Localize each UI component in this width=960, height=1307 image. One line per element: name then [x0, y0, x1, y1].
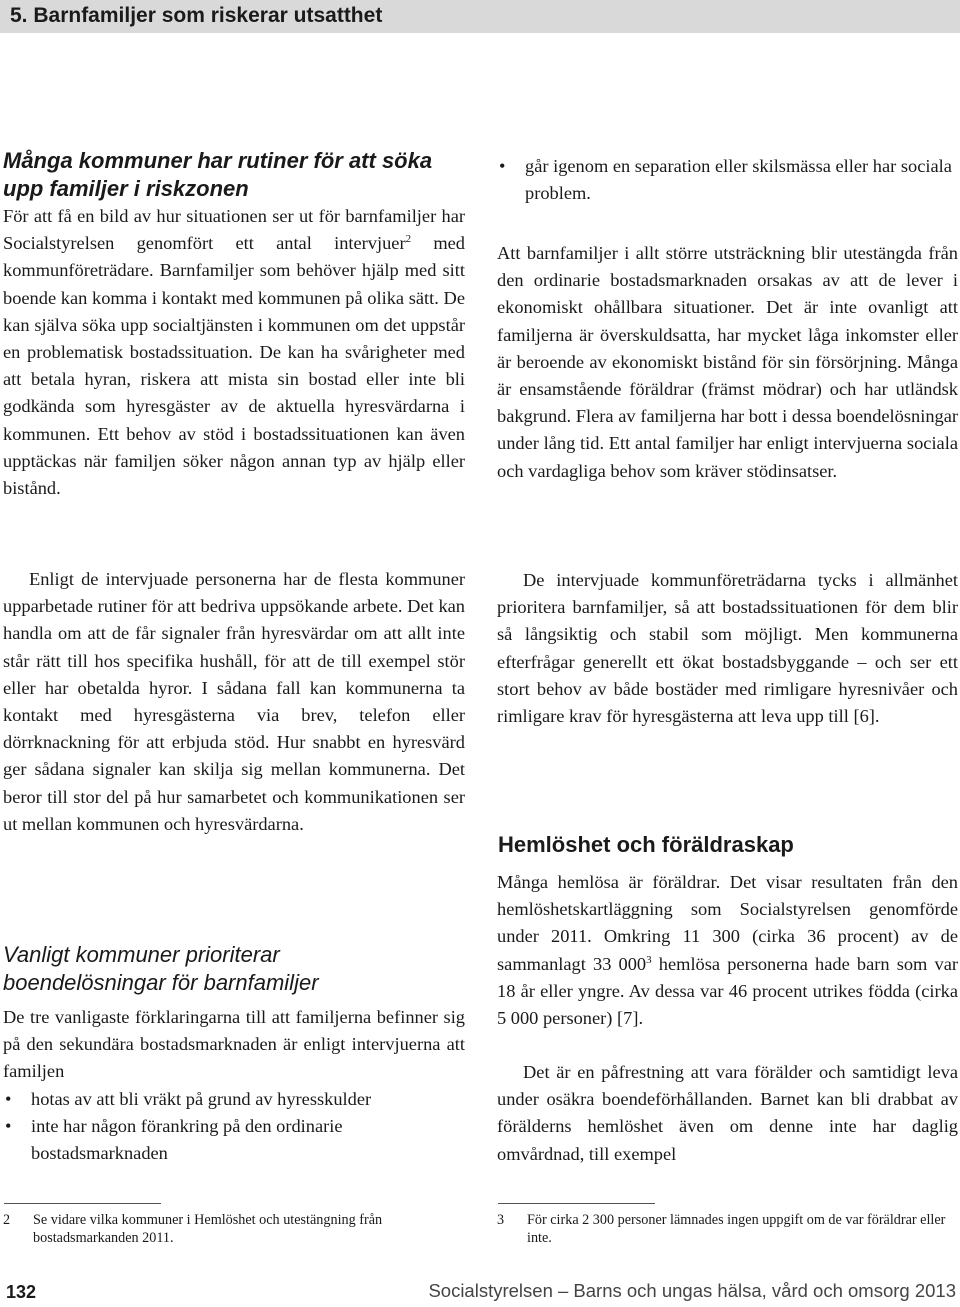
- footnote-3: [497, 1211, 958, 1247]
- list-item: [497, 153, 958, 207]
- right-paragraph-3-part-a: Många hemlösa är föräldrar. Det visar resultaten från den hemlöshetskartläggning som Socialstyrelsen genomförde under 2011. Omkring 11 300 (cirka 36 procent) av de sammanlagt 33 000: [497, 872, 958, 974]
- footnote-2: [3, 1211, 465, 1247]
- footnote-number: 2: [3, 1212, 11, 1228]
- list-item-text: inte har någon förankring på den ordinarie bostadsmarknaden: [31, 1116, 343, 1164]
- bullet-icon: •: [5, 1116, 12, 1137]
- footnote-divider: [4, 1203, 161, 1204]
- left-paragraph-1-part-b: med kommunföreträdare. Barnfamiljer som behöver hjälp med sitt boende kan komma i kontakt med kommunen på olika sätt. De kan själva söka upp socialtjänsten i kommunen om det uppstår en problematisk bostadssituation. De kan ha svårigheter med att betala hyran, riskera att mista sin bostad eller inte bli godkända som hyresgäster av de aktuella hyresvärdarna i kommunen. Ett behov av stöd i bostadssituationen kan även upptäckas när familjen söker någon annan typ av hjälp eller bistånd.: [3, 233, 465, 499]
- left-paragraph-1-part-a: För att få en bild av hur situationen ser ut för barnfamiljer har Socialstyrelsen genomfört ett antal intervjuer: [3, 206, 465, 254]
- right-bullet-list: [497, 153, 958, 207]
- chapter-title: 5. Barnfamiljer som riskerar utsatthet: [10, 4, 383, 27]
- list-item: [3, 1113, 465, 1167]
- right-paragraph-3-part-b: hemlösa personerna hade barn som var 18 år eller yngre. Av dessa var 46 procent utrikes födda (cirka 5 000 personer) [7].: [497, 953, 958, 1029]
- footnote-ref-2: 2: [405, 233, 412, 246]
- footnote-text: För cirka 2 300 personer lämnades ingen uppgift om de var föräldrar eller inte.: [527, 1212, 946, 1246]
- right-paragraph-2: De intervjuade kommunföreträdarna tycks i allmänhet prioritera barnfamiljer, så att bostadssituationen för dem blir så långsiktig och stabil som möjligt. Men kommunerna efterfrågar generellt ett ökat bostadsbyggande – och ser ett stort behov av både bostäder med rimligare hyresnivåer och rimligare krav för hyresgästerna att leva upp till [6].: [497, 570, 958, 727]
- section-heading-2-line2: boendelösningar för barnfamiljer: [3, 970, 319, 995]
- section-heading-1-line1: Många kommuner har rutiner för att söka: [3, 148, 433, 173]
- right-paragraph-3: [497, 869, 958, 1032]
- left-paragraph-1: [3, 203, 465, 502]
- right-paragraph-1: Att barnfamiljer i allt större utsträckning blir utestängda från den ordinarie bostadsmarknaden orsakas av att de lever i ekonomiskt ohållbara situationer. Det är inte ovanligt att familjerna är överskuldsatta, har mycket låga inkomster eller är beroende av ekonomiskt bistånd för sin försörjning. Många är ensamstående föräldrar (främst mödrar) och har utländsk bakgrund. Flera av familjerna har bott i dessa boendelösningar under lång tid. Ett antal familjer har enligt intervjuerna sociala och vardagliga behov som kräver stödinsatser.: [497, 243, 958, 481]
- section-heading-2-line1: Vanligt kommuner prioriterar: [3, 942, 280, 967]
- section-heading-1: [3, 147, 432, 203]
- list-item-text: hotas av att bli vräkt på grund av hyresskulder: [31, 1089, 372, 1109]
- bullet-icon: •: [499, 156, 506, 176]
- left-paragraph-3: De tre vanligaste förklaringarna till att familjerna befinner sig på den sekundära bostadsmarknaden är enligt intervjuerna att familjen: [3, 1007, 465, 1082]
- page-number: 132: [6, 1282, 37, 1302]
- bullet-icon: •: [5, 1089, 12, 1109]
- footnote-text: Se vidare vilka kommuner i Hemlöshet och utestängning från bostadsmarkanden 2011.: [33, 1212, 383, 1246]
- footnote-divider: [498, 1203, 655, 1204]
- section-heading-2: [3, 941, 319, 997]
- list-item: [3, 1086, 465, 1113]
- footnote-number: 3: [497, 1212, 505, 1228]
- section-heading-1-line2: upp familjer i riskzonen: [3, 176, 249, 201]
- right-paragraph-4: Det är en påfrestning att vara förälder och samtidigt leva under osäkra boendeförhållanden. Barnet kan bli drabbat av förälderns hemlöshet även om denne inte har daglig omvårdnad, till exempel: [497, 1062, 958, 1164]
- running-footer: Socialstyrelsen – Barns och ungas hälsa, vård och omsorg 2013: [428, 1280, 956, 1301]
- chapter-header-bar: [0, 0, 960, 33]
- footnote-ref-3: 3: [646, 953, 652, 966]
- list-item-text: går igenom en separation eller skilsmässa eller har sociala problem.: [525, 156, 952, 204]
- left-paragraph-2: Enligt de intervjuade personerna har de flesta kommuner upparbetade rutiner för att bedriva uppsökande arbete. Det kan handla om att de får signaler från hyresvärdar om att allt inte står rätt till hos specifika hushåll, för att de till exempel stör eller har obetalda hyror. I sådana fall kan kommunerna ta kontakt med hyresgästerna via brev, telefon eller dörrknackning för att erbjuda stöd. Hur snabbt en hyresvärd ger sådana signaler kan skilja sig mellan kommunerna. Det beror till stor del på hur samarbetet och kommunikationen ser ut mellan kommunen och hyresvärdarna.: [3, 569, 465, 834]
- left-bullet-list: [3, 1086, 465, 1168]
- section-heading-3: Hemlöshet och föräldraskap: [498, 832, 794, 857]
